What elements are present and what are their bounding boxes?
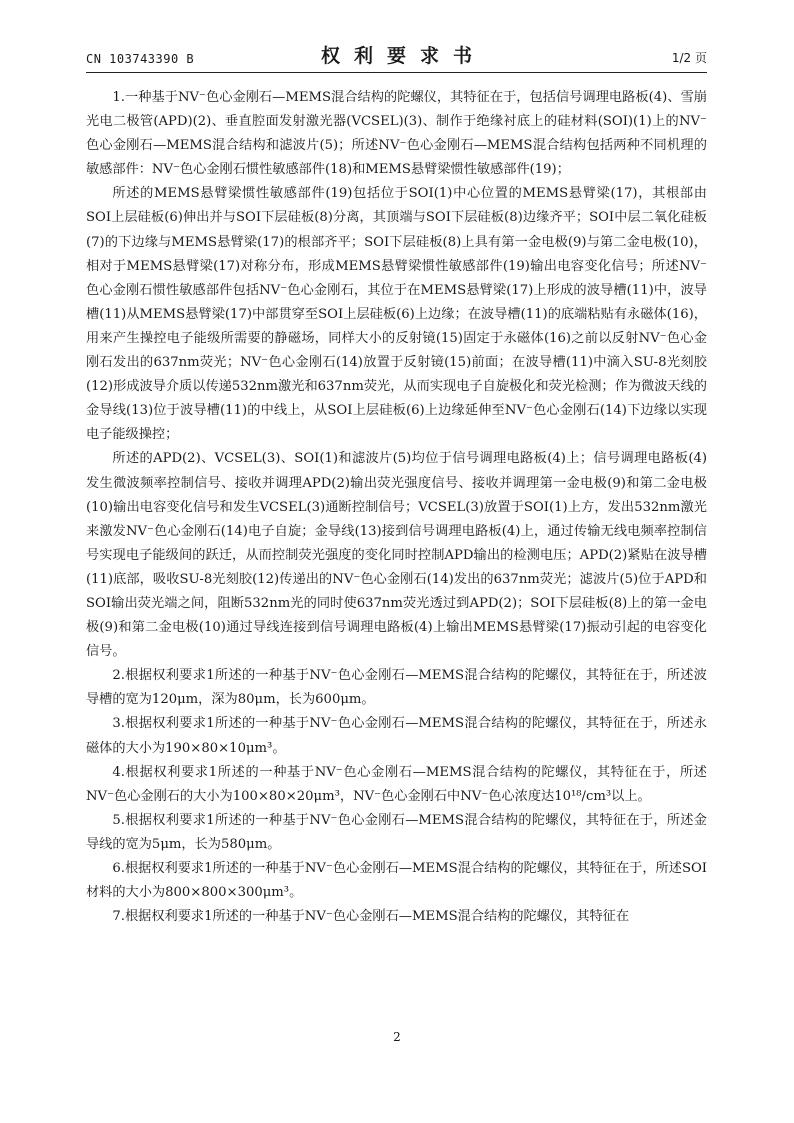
page-number: 2 <box>393 1030 401 1044</box>
claim-paragraph: 1.一种基于NV⁻色心金刚石—MEMS混合结构的陀螺仪，其特征在于，包括信号调理电路板(4)、雪崩光电二极管(APD)(2)、垂直腔面发射激光器(VCSEL)(3)、制作于绝缘衬底上的硅材料(SOI)(1)上的NV⁻色心金刚石—MEMS混合结构和滤波片(5)；所述NV⁻色心金刚石—MEMS混合结构包括两种不同机理的敏感部件：NV⁻色心金刚石惯性敏感部件(18)和MEMS悬臂梁惯性敏感部件(19)； <box>86 90 707 178</box>
claim-paragraph: 7.根据权利要求1所述的一种基于NV⁻色心金刚石—MEMS混合结构的陀螺仪，其特征在 <box>112 909 630 925</box>
claim-paragraph: 5.根据权利要求1所述的一种基于NV⁻色心金刚石—MEMS混合结构的陀螺仪，其特征在于，所述金导线的宽为5μm，长为580μm。 <box>86 812 707 852</box>
claims-body <box>86 86 707 929</box>
page-header <box>86 44 707 70</box>
claim-paragraph: 2.根据权利要求1所述的一种基于NV⁻色心金刚石—MEMS混合结构的陀螺仪，其特征在于，所述波导槽的宽为120μm，深为80μm，长为600μm。 <box>86 668 707 708</box>
claim-paragraph: 3.根据权利要求1所述的一种基于NV⁻色心金刚石—MEMS混合结构的陀螺仪，其特征在于，所述永磁体的大小为190×80×10μm³。 <box>86 716 707 756</box>
document-title: 权利要求书 <box>320 45 486 67</box>
header-divider <box>86 72 707 73</box>
patent-number: CN 103743390 B <box>86 52 195 66</box>
claim-paragraph: 6.根据权利要求1所述的一种基于NV⁻色心金刚石—MEMS混合结构的陀螺仪，其特征在于，所述SOI材料的大小为800×800×300μm³。 <box>86 861 707 901</box>
claim-paragraph: 所述的MEMS悬臂梁惯性敏感部件(19)包括位于SOI(1)中心位置的MEMS悬臂梁(17)，其根部由SOI上层硅板(6)伸出并与SOI下层硅板(8)分离，其顶端与SOI下层硅板(8)边缘齐平；SOI中层二氧化硅板(7)的下边缘与MEMS悬臂梁(17)的根部齐平；SOI下层硅板(8)上具有第一金电极(9)与第二金电极(10)，相对于MEMS悬臂梁(17)对称分布，形成MEMS悬臂梁惯性敏感部件(19)输出电容变化信号；所述NV⁻色心金刚石惯性敏感部件包括NV⁻色心金刚石，其位于在MEMS悬臂梁(17)上形成的波导槽(11)中，波导槽(11)从MEMS悬臂梁(17)中部贯穿至SOI上层硅板(6)上边缘；在波导槽(11)的底端粘贴有永磁体(16)，用来产生操控电子能级所需要的静磁场，同样大小的反射镜(15)固定于永磁体(16)之前以反射NV⁻色心金刚石发出的637nm荧光；NV⁻色心金刚石(14)放置于反射镜(15)前面；在波导槽(11)中滴入SU-8光刻胶(12)形成波导介质以传递532nm激光和637nm荧光，从而实现电子自旋极化和荧光检测；作为微波天线的金导线(13)位于波导槽(11)的中线上，从SOI上层硅板(6)上边缘延伸至NV⁻色心金刚石(14)下边缘以实现电子能级操控； <box>86 186 707 443</box>
claim-paragraph: 4.根据权利要求1所述的一种基于NV⁻色心金刚石—MEMS混合结构的陀螺仪，其特征在于，所述NV⁻色心金刚石的大小为100×80×20μm³，NV⁻色心金刚石中NV⁻色心浓度达10¹⁸/cm³以上。 <box>86 764 707 804</box>
claim-paragraph: 所述的APD(2)、VCSEL(3)、SOI(1)和滤波片(5)均位于信号调理电路板(4)上；信号调理电路板(4)发生微波频率控制信号、接收并调理APD(2)输出荧光强度信号、接收并调理第一金电极(9)和第二金电极(10)输出电容变化信号和发生VCSEL(3)通断控制信号；VCSEL(3)放置于SOI(1)上方，发出532nm激光来激发NV⁻色心金刚石(14)电子自旋；金导线(13)接到信号调理电路板(4)上，通过传输无线电频率控制信号实现电子能级间的跃迁，从而控制荧光强度的变化同时控制APD输出的检测电压；APD(2)紧贴在波导槽(11)底部，吸收SU-8光刻胶(12)传递出的NV⁻色心金刚石(14)发出的637nm荧光；滤波片(5)位于APD和SOI输出荧光端之间，阻断532nm光的同时使637nm荧光透过到APD(2)；SOI下层硅板(8)上的第一金电极(9)和第二金电极(10)通过导线连接到信号调理电路板(4)上输出MEMS悬臂梁(17)振动引起的电容变化信号。 <box>86 451 707 660</box>
page-indicator: 1/2 页 <box>671 51 707 65</box>
